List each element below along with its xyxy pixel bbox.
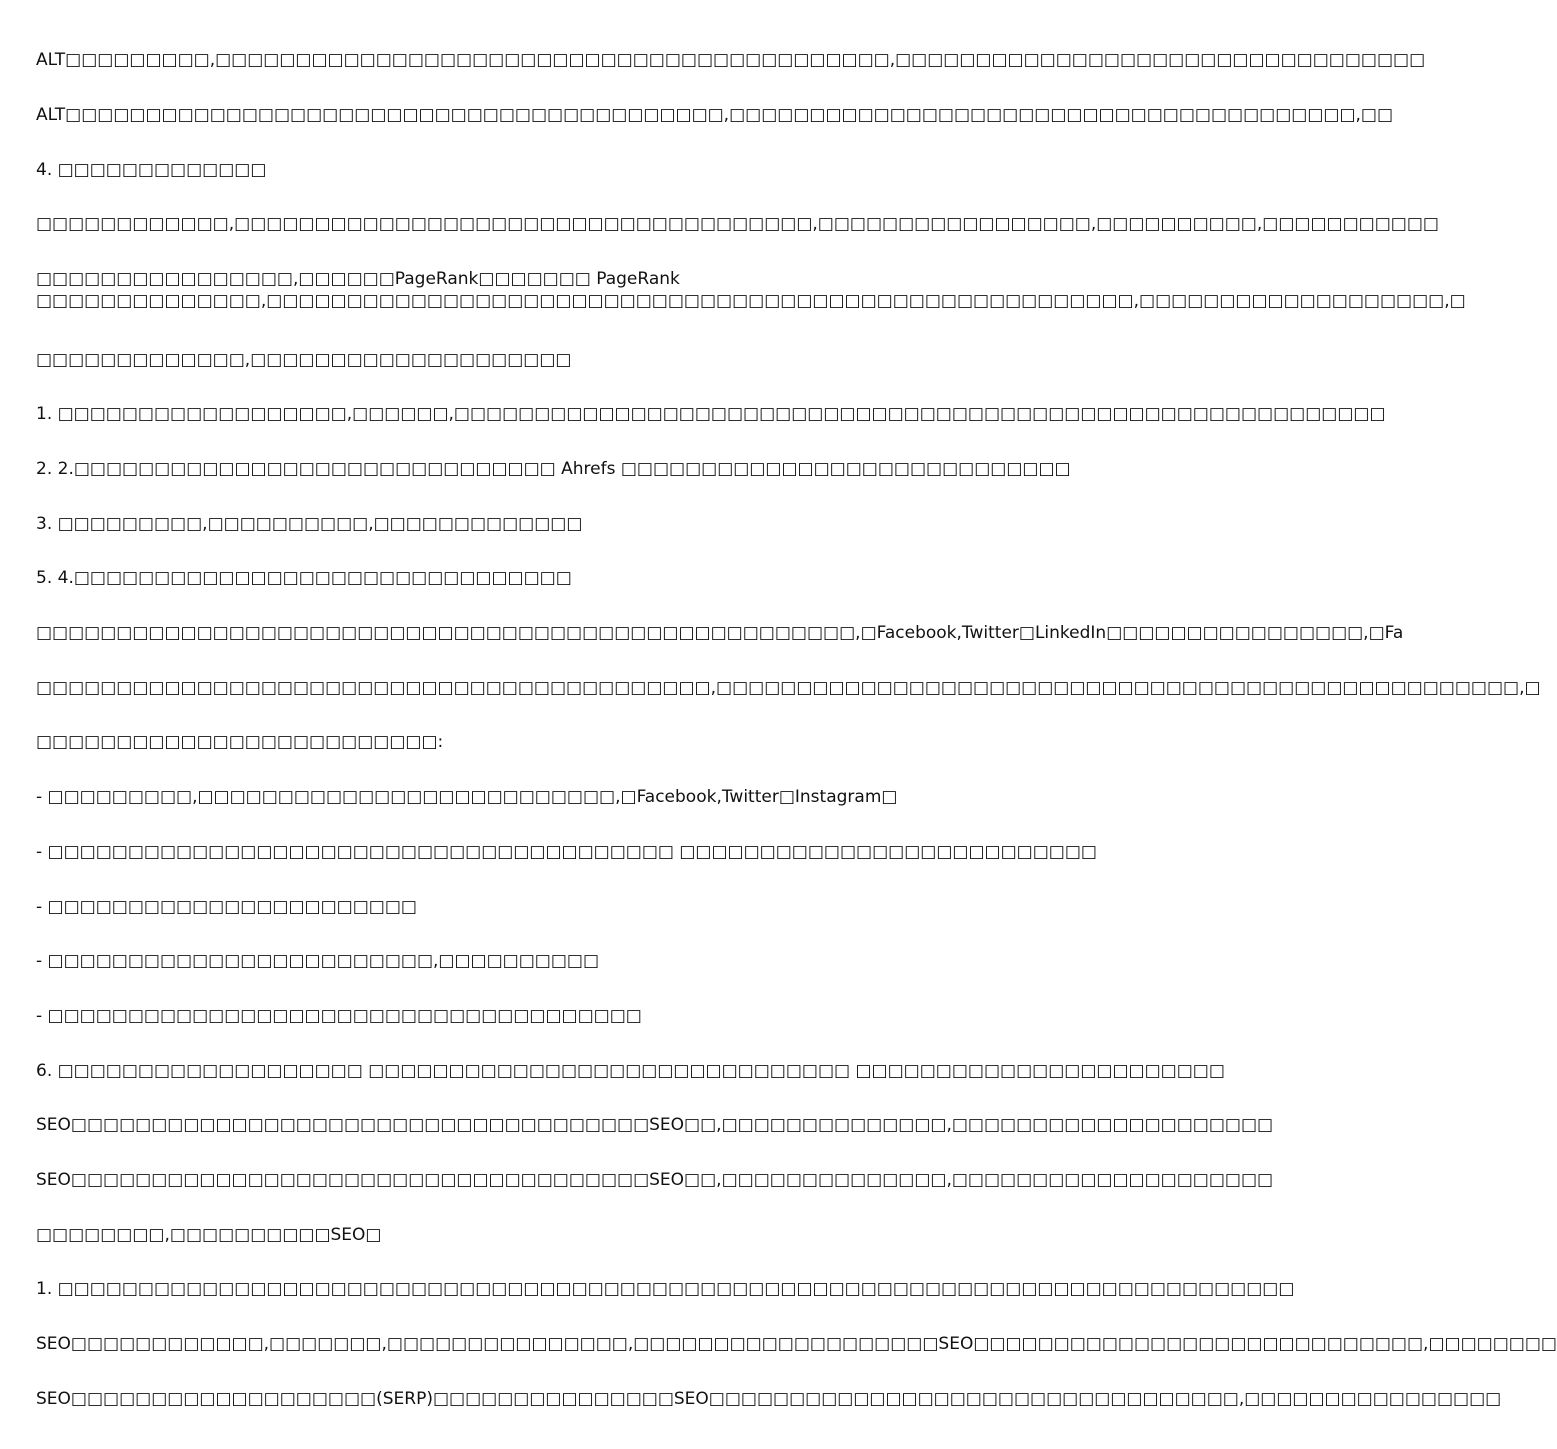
bullet-item-5: - □□□□□□□□□□□□□□□□□□□□□□□□□□□□□□□□□□□□□ [36,1006,642,1026]
bullet-item-3: - □□□□□□□□□□□□□□□□□□□□□□□ [36,897,417,917]
paragraph-pagerank: □□□□□□□□□□□□□□□□,□□□□□□PageRank□□□□□□□ PageRank □□□□□□□□□□□□□□,□□□□□□□□□□□□□□□□□□□□□□□□□□□□□□□□□□□□□□□□□□□□□□□□□□□□□□,□□□□□□□□□□□□□□□□□□□,□ [36,269,1466,311]
paragraph-seo-1: SEO□□□□□□□□□□□□□□□□□□□□□□□□□□□□□□□□□□□□SEO□□,□□□□□□□□□□□□□□,□□□□□□□□□□□□□□□□□□□□ [36,1115,1274,1135]
paragraph-social-2: □□□□□□□□□□□□□□□□□□□□□□□□□□□□□□□□□□□□□□□□□□,□□□□□□□□□□□□□□□□□□□□□□□□□□□□□□□□□□□□□□□□□□□□□□□□□□,□ [36,678,1541,698]
document-page [36,0,1557,1449]
list-item-seo-1: 1. □□□□□□□□□□□□□□□□□□□□□□□□□□□□□□□□□□□□□□□□□□□□□□□□□□□□□□□□□□□□□□□□□□□□□□□□□□□□□ [36,1279,1295,1299]
paragraph-seo-intro: □□□□□□□□,□□□□□□□□□□SEO□ [36,1225,382,1245]
list-item-3: 3. □□□□□□□□□,□□□□□□□□□□,□□□□□□□□□□□□□ [36,514,583,534]
bullet-item-4: - □□□□□□□□□□□□□□□□□□□□□□□□,□□□□□□□□□□ [36,951,600,971]
paragraph-social-1: □□□□□□□□□□□□□□□□□□□□□□□□□□□□□□□□□□□□□□□□□□□□□□□□□□□,□Facebook,Twitter□LinkedIn□□□□□□□□□□□□□□□□,□Fa [36,623,1404,643]
paragraph-alt-1: ALT□□□□□□□□□,□□□□□□□□□□□□□□□□□□□□□□□□□□□□□□□□□□□□□□□□□□,□□□□□□□□□□□□□□□□□□□□□□□□□□□□□□□□□ [36,50,1426,70]
bullet-item-2: - □□□□□□□□□□□□□□□□□□□□□□□□□□□□□□□□□□□□□□□ □□□□□□□□□□□□□□□□□□□□□□□□□□ [36,842,1097,862]
list-item-1: 1. □□□□□□□□□□□□□□□□□□,□□□□□□,□□□□□□□□□□□□□□□□□□□□□□□□□□□□□□□□□□□□□□□□□□□□□□□□□□□□□□□□□□ [36,404,1386,424]
paragraph-list-intro: □□□□□□□□□□□□□,□□□□□□□□□□□□□□□□□□□□ [36,350,572,370]
heading-6: 6. □□□□□□□□□□□□□□□□□□□ □□□□□□□□□□□□□□□□□□□□□□□□□□□□□□ □□□□□□□□□□□□□□□□□□□□□□□ [36,1061,1225,1081]
paragraph-social-intro: □□□□□□□□□□□□□□□□□□□□□□□□□: [36,732,444,752]
bullet-item-1: - □□□□□□□□□,□□□□□□□□□□□□□□□□□□□□□□□□□□,□Facebook,Twitter□Instagram□ [36,787,898,807]
heading-4: 4. □□□□□□□□□□□□□ [36,160,267,180]
paragraph-alt-2: ALT□□□□□□□□□□□□□□□□□□□□□□□□□□□□□□□□□□□□□□□□□,□□□□□□□□□□□□□□□□□□□□□□□□□□□□□□□□□□□□□□□,□□ [36,105,1394,125]
paragraph-seo-serp: SEO□□□□□□□□□□□□□□□□□□□(SERP)□□□□□□□□□□□□□□□SEO□□□□□□□□□□□□□□□□□□□□□□□□□□□□□□□□□,□□□□□□□□□□□□□□□□ [36,1389,1502,1409]
paragraph-seo-2: SEO□□□□□□□□□□□□□□□□□□□□□□□□□□□□□□□□□□□□SEO□□,□□□□□□□□□□□□□□,□□□□□□□□□□□□□□□□□□□□ [36,1170,1274,1190]
paragraph-seo-3: SEO□□□□□□□□□□□□,□□□□□□□,□□□□□□□□□□□□□□□,□□□□□□□□□□□□□□□□□□□SEO□□□□□□□□□□□□□□□□□□□□□□□□□□□□,□□□□□□□□ [36,1334,1557,1354]
list-item-2: 2. 2.□□□□□□□□□□□□□□□□□□□□□□□□□□□□□□ Ahrefs □□□□□□□□□□□□□□□□□□□□□□□□□□□□ [36,459,1071,479]
paragraph-links-intro: □□□□□□□□□□□□,□□□□□□□□□□□□□□□□□□□□□□□□□□□□□□□□□□□□,□□□□□□□□□□□□□□□□□,□□□□□□□□□□,□□□□□□□□□□□ [36,214,1439,234]
heading-5: 5. 4.□□□□□□□□□□□□□□□□□□□□□□□□□□□□□□□ [36,568,572,588]
